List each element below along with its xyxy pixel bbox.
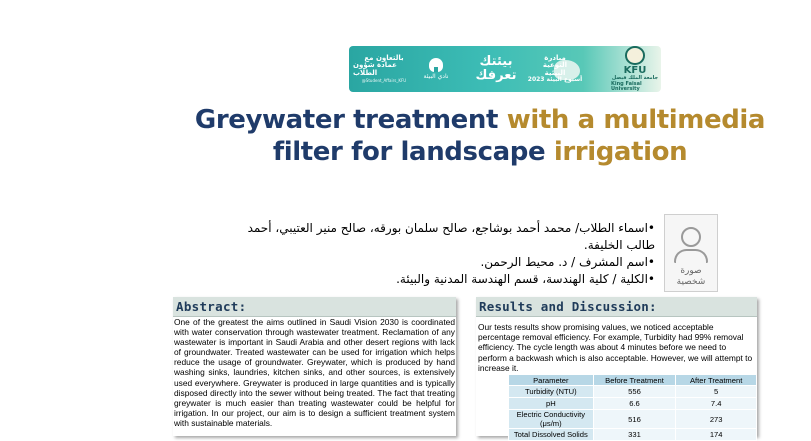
partner-handle: @Student_Affairs_KFU (361, 77, 407, 83)
slogan-line-1: بيئتك (479, 54, 513, 70)
event-banner (349, 46, 661, 92)
results-section (476, 297, 757, 439)
college-name: •الكلية / كلية الهندسة، قسم الهندسة المدنية والبيئة. (396, 272, 655, 286)
partner-line-2: عمادة شؤون الطلاب (353, 61, 397, 77)
abstract-text: One of the greatest the aims outlined in Saudi Vision 2030 is coordinated with water conservation through wastewater treatment. Reclamation of any wastewater is important in Saudi Arabia and other desert regions with lack of groundwater. Treated wastewater can be used for irrigation which helps reduce the usage of groundwater. Greywater, which is produced by hand washing sinks, laundries, kitchen sinks, and other sources, is extensively used everywhere. Greywater is produced in large quantities and is typically disposed directly into the sewer without being treated. The fact that treating greywater is much easier than treating wastewater could be helpful for irrigation. In our project, our aim is to design a sufficient treatment system with sustainable materials. (174, 317, 455, 428)
results-table (508, 374, 757, 441)
university-english-name: King Faisal University (611, 80, 642, 92)
column-header-after: After Treatment (676, 375, 757, 386)
cell-after: 7.4 (676, 398, 757, 410)
title-line-1-part-b: with a multimedia (498, 105, 766, 135)
table-header-row (509, 375, 757, 386)
cell-parameter: Total Dissolved Solids (509, 429, 594, 441)
results-text: Our tests results show promising values, we noticed acceptable percentage removal efficiency. For example, Turbidity had 99% removal efficiency. The cycle length was about 4 minutes before we need to perform a backwash which is also acceptable. However, we will attempt to increase it. (478, 322, 753, 373)
table-row (509, 386, 757, 398)
table-row (509, 410, 757, 429)
cell-before: 331 (593, 429, 676, 441)
cell-before: 556 (593, 386, 676, 398)
initiative-line-3: البيئية (544, 68, 566, 77)
personal-photo-placeholder (664, 214, 718, 292)
student-names: •اسماء الطلاب/ محمد أحمد بوشاجع، صالح سلمان بورقه، صالح منير العتيبي، أحمد طالب الخليفة. (247, 221, 655, 252)
partner-line-1: بالتعاون مع (364, 53, 404, 62)
table-row (509, 398, 757, 410)
initiative-line-1: مبادرة (544, 53, 566, 62)
cell-parameter: pH (509, 398, 594, 410)
person-head-icon (681, 227, 701, 247)
cell-after: 273 (676, 410, 757, 429)
results-heading: Results and Discussion: (476, 297, 757, 317)
abstract-heading: Abstract: (173, 297, 456, 317)
initiative-line-2: التوعية (542, 61, 568, 70)
partner-block (353, 46, 415, 92)
cell-before: 6.6 (593, 398, 676, 410)
table-row (509, 429, 757, 441)
slogan-block (473, 46, 519, 92)
poster-title (150, 104, 810, 168)
cell-parameter: Turbidity (NTU) (509, 386, 594, 398)
cell-before: 516 (593, 410, 676, 429)
slogan-line-2: تعرفك (475, 68, 517, 83)
column-header-parameter: Parameter (509, 375, 594, 386)
cell-parameter: Electric Conductivity (μs/m) (509, 410, 594, 429)
abstract-section (173, 297, 456, 436)
title-line-1-part-a: Greywater treatment (194, 105, 499, 135)
supervisor-name: •اسم المشرف / د. محيط الرحمن. (480, 255, 655, 269)
environment-club-block (419, 46, 453, 92)
column-header-before: Before Treatment (593, 375, 676, 386)
title-line-2 (150, 136, 810, 168)
photo-caption-line-2: شخصية (676, 277, 706, 287)
university-arabic-name: جامعة الملك فيصل (611, 75, 659, 82)
title-line-2-part-a: filter for landscape (272, 137, 554, 167)
person-body-icon (674, 249, 708, 263)
title-line-2-part-b: irrigation (553, 137, 688, 167)
cell-after: 5 (676, 386, 757, 398)
university-logo (611, 46, 659, 92)
initiative-week: أسبوع البيئة 2023 (527, 75, 583, 83)
cell-after: 174 (676, 429, 757, 441)
environment-club-label: نادي البيئة (423, 72, 449, 80)
photo-caption (665, 266, 717, 288)
tree-icon (429, 58, 443, 72)
university-short-name: KFU (623, 64, 647, 76)
authors-block (225, 220, 655, 288)
title-line-1 (150, 104, 810, 136)
initiative-block (525, 46, 585, 92)
photo-caption-line-1: صورة (680, 266, 702, 276)
university-seal-icon (625, 46, 645, 65)
